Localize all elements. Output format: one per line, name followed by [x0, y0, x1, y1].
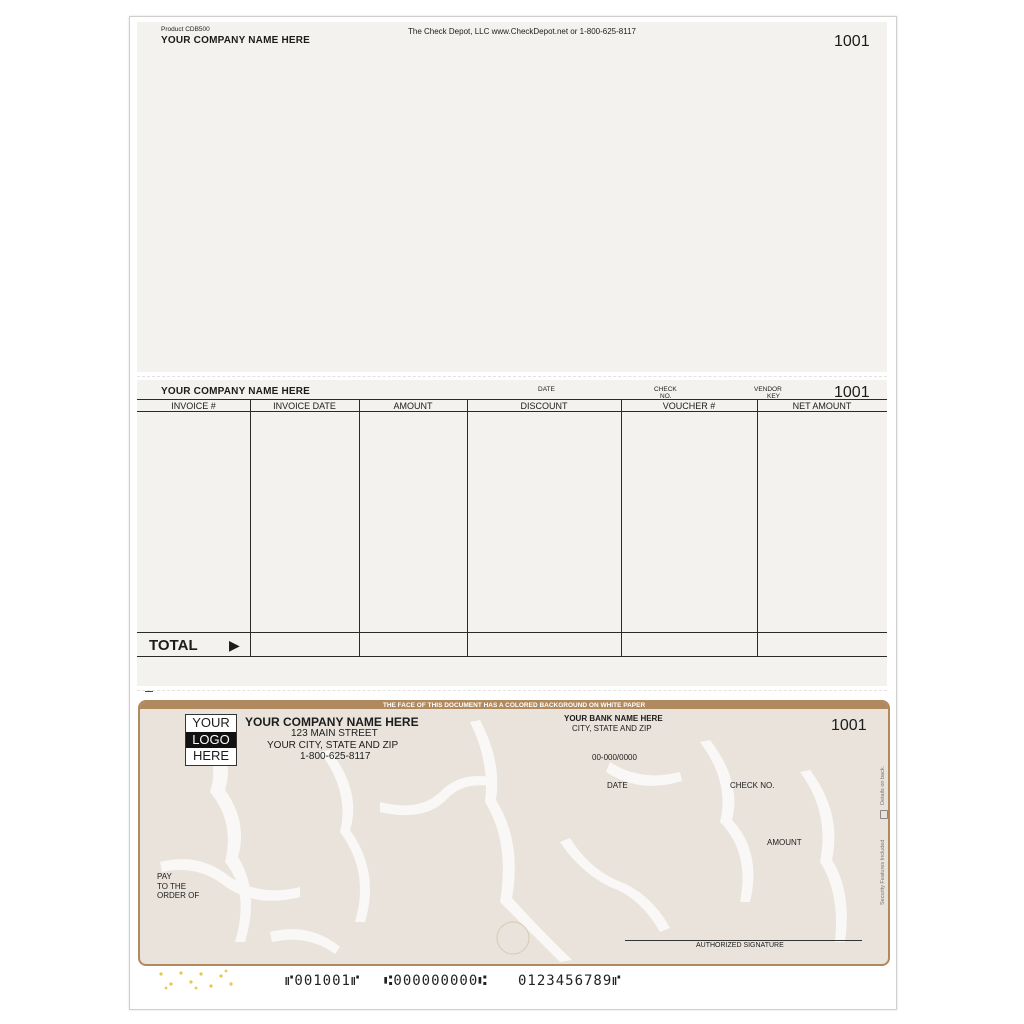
logo-text-line: YOUR [192, 715, 230, 730]
logo-text-line: HERE [192, 748, 230, 763]
column-header-invoice-date: INVOICE DATE [273, 401, 336, 411]
perforation-line-bottom [137, 690, 887, 691]
check-face [138, 700, 890, 966]
security-details-text: Details on back. [880, 765, 886, 805]
table-bottom-rule [137, 656, 887, 657]
check-company-name: YOUR COMPANY NAME HERE [245, 715, 419, 729]
watermark-seal [497, 922, 529, 954]
product-code: Product CDB500 [161, 26, 210, 33]
column-header-discount: DISCOUNT [520, 401, 568, 411]
stub-check-number: 1001 [834, 384, 870, 401]
stub-key-label: KEY [767, 393, 781, 400]
security-features-text: Security Features Included [880, 839, 886, 905]
total-arrow-icon: ▶ [229, 637, 240, 653]
column-divider [621, 399, 622, 656]
column-header-voucher: VOUCHER # [662, 401, 716, 411]
check-company-city: YOUR CITY, STATE AND ZIP [267, 740, 399, 751]
column-header-amount: AMOUNT [393, 401, 433, 411]
column-divider [250, 399, 251, 656]
date-label: DATE [607, 781, 628, 790]
check-company-phone: 1-800-625-8117 [300, 751, 371, 762]
stub-company-name: YOUR COMPANY NAME HERE [161, 386, 311, 397]
check-security-band: THE FACE OF THIS DOCUMENT HAS A COLORED BACKGROUND ON WHITE PAPER [140, 702, 888, 709]
to-the-label: TO THE [157, 881, 187, 891]
hologram-stars-icon [155, 968, 237, 992]
perforation-tick [145, 691, 153, 692]
total-label: TOTAL [149, 637, 198, 654]
bank-city: CITY, STATE AND ZIP [572, 724, 652, 733]
column-divider [467, 399, 468, 656]
vendor-info: The Check Depot, LLC www.CheckDepot.net or 1-800-625-8117 [408, 27, 636, 36]
column-header-invoice-number: INVOICE # [171, 401, 216, 411]
micr-routing-number: ⑆000000000⑆ [384, 973, 488, 989]
check-company-address: 123 MAIN STREET [291, 728, 378, 739]
signature-label: AUTHORIZED SIGNATURE [696, 942, 784, 949]
padlock-icon [880, 810, 888, 819]
order-of-label: ORDER OF [157, 891, 200, 900]
column-header-net-amount: NET AMOUNT [792, 401, 852, 411]
top-blank-panel [137, 22, 887, 372]
column-divider [359, 399, 360, 656]
company-logo-placeholder [185, 714, 237, 766]
pay-label: PAY [157, 872, 172, 881]
column-divider [757, 399, 758, 656]
stub-check-label: CHECK [654, 386, 677, 393]
check-number: 1001 [831, 717, 867, 734]
micr-account-number: 0123456789⑈ [518, 973, 622, 989]
stub-vendor-label: VENDOR [754, 386, 782, 393]
pay-to-order-label [157, 872, 199, 901]
top-company-name: YOUR COMPANY NAME HERE [161, 35, 311, 46]
top-check-number: 1001 [834, 33, 870, 50]
bank-name: YOUR BANK NAME HERE [564, 714, 663, 723]
stub-check-no-label: NO. [660, 393, 672, 400]
amount-label: AMOUNT [767, 838, 802, 847]
signature-line [625, 940, 862, 941]
marble-background [140, 702, 888, 964]
micr-check-number: ⑈001001⑈ [285, 973, 361, 989]
perforation-line-top [137, 376, 887, 377]
logo-text-line: LOGO [186, 732, 236, 749]
routing-fraction: 00-000/0000 [592, 753, 637, 762]
stub-date-label: DATE [538, 386, 555, 393]
check-no-label: CHECK NO. [730, 781, 775, 790]
